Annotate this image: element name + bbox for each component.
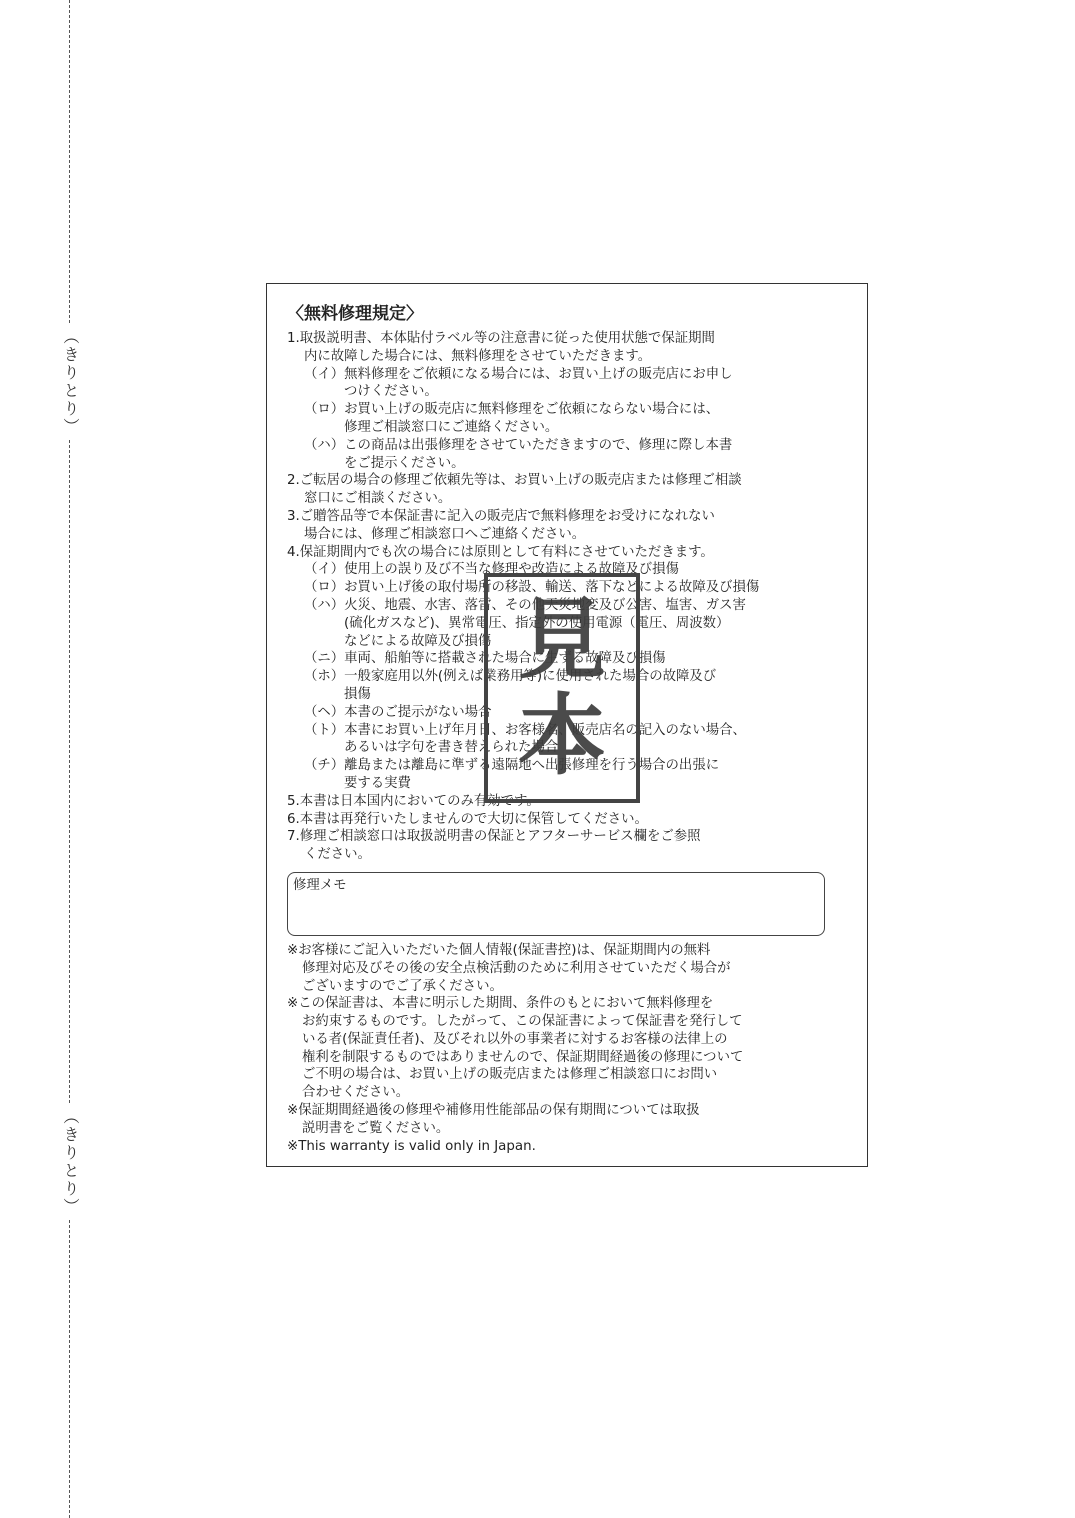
terms-line: などによる故障及び損傷 (344, 633, 492, 649)
terms-line: 2.ご転居の場合の修理ご依頼先等は、お買い上げの販売店または修理ご相談 (287, 473, 742, 489)
note-line: ございますのでご了承ください。 (302, 978, 503, 994)
terms-line: （ヘ）本書のご提示がない場合 (304, 704, 492, 720)
terms-line: （ロ）お買い上げの販売店に無料修理をご依頼にならない場合には、 (304, 402, 720, 418)
terms-line: （ホ）一般家庭用以外(例えば業務用等)に使用された場合の故障及び (304, 669, 717, 685)
terms-line: 7.修理ご相談窓口は取扱説明書の保証とアフターサービス欄をご参照 (287, 829, 701, 845)
note-line: お約束するものです。したがって、この保証書によって保証書を発行して (302, 1014, 743, 1030)
repair-memo-box (287, 872, 825, 936)
terms-title: 〈無料修理規定〉 (287, 304, 423, 324)
sample-stamp-char: 本 (517, 684, 606, 787)
terms-line: 窓口にご相談ください。 (304, 491, 452, 507)
privacy-notes (287, 942, 857, 1156)
terms-line: 3.ご贈答品等で本保証書に記入の販売店で無料修理をお受けになれない (287, 508, 715, 524)
terms-line: ください。 (304, 847, 371, 863)
terms-line: 修理ご相談窓口にご連絡ください。 (344, 419, 559, 435)
terms-line: をご提示ください。 (344, 455, 465, 471)
cut-label-bottom: （きりとり） (58, 1104, 82, 1220)
sample-stamp (484, 573, 640, 803)
note-line: いる者(保証責任者)、及びそれ以外の事業者に対するお客様の法律上の (302, 1031, 728, 1047)
terms-line: 要する実費 (344, 775, 411, 791)
terms-line: (硫化ガスなど)、異常電圧、指定外の使用電源（電圧、周波数） (344, 615, 730, 631)
terms-line: あるいは字句を書き替えられた場合 (344, 740, 559, 756)
terms-line: 場合には、修理ご相談窓口へご連絡ください。 (304, 526, 586, 542)
terms-line: 4.保証期間内でも次の場合には原則として有料にさせていただきます。 (287, 544, 714, 560)
sample-stamp-char: 見 (517, 588, 606, 691)
cut-label-top: （きりとり） (58, 324, 82, 440)
note-line: 権利を制限するものではありませんので、保証期間経過後の修理について (302, 1049, 744, 1065)
terms-line: （イ）無料修理をご依頼になる場合には、お買い上げの販売店にお申し (304, 366, 733, 382)
terms-line: （ハ）火災、地震、水害、落雷、その他天災地変及び公害、塩害、ガス害 (304, 597, 746, 613)
note-line: ※この保証書は、本書に明示した期間、条件のもとにおいて無料修理を (287, 996, 714, 1012)
note-line: 修理対応及びその後の安全点検活動のために利用させていただく場合が (302, 960, 731, 976)
terms-line: 損傷 (344, 686, 371, 702)
terms-line: つけください。 (344, 384, 438, 400)
note-line: ※お客様にご記入いただいた個人情報(保証書控)は、保証期間内の無料 (287, 942, 711, 958)
terms-line: （ニ）車両、船舶等に搭載された場合に生ずる故障及び損傷 (304, 651, 666, 667)
terms-line: 5.本書は日本国内においてのみ有効です。 (287, 793, 540, 809)
note-line: ※保証期間経過後の修理や補修用性能部品の保有期間については取扱 (287, 1103, 700, 1119)
terms-line: （チ）離島または離島に準ずる遠隔地へ出張修理を行う場合の出張に (304, 758, 720, 774)
terms-line: （ト）本書にお買い上げ年月日、お客様名、販売店名の記入のない場合、 (304, 722, 746, 738)
note-line: 合わせください。 (302, 1085, 410, 1101)
sample-stamp-chars (488, 577, 636, 799)
cut-line (69, 0, 70, 1518)
terms-line: （イ）使用上の誤り及び不当な修理や改造による故障及び損傷 (304, 562, 679, 578)
note-line: ※This warranty is valid only in Japan. (287, 1138, 536, 1154)
terms-line: 1.取扱説明書、本体貼付ラベル等の注意書に従った使用状態で保証期間 (287, 331, 715, 346)
note-line: 説明書をご覧ください。 (302, 1120, 450, 1136)
terms-line: 6.本書は再発行いたしませんので大切に保管してください。 (287, 811, 648, 827)
terms-line: （ロ）お買い上げ後の取付場所の移設、輸送、落下などによる故障及び損傷 (304, 580, 760, 596)
terms-line: 内に故障した場合には、無料修理をさせていただきます。 (304, 348, 652, 364)
terms-line: （ハ）この商品は出張修理をさせていただきますので、修理に際し本書 (304, 437, 733, 453)
repair-memo-label: 修理メモ (293, 877, 347, 893)
note-line: ご不明の場合は、お買い上げの販売店または修理ご相談窓口にお問い (302, 1067, 718, 1083)
